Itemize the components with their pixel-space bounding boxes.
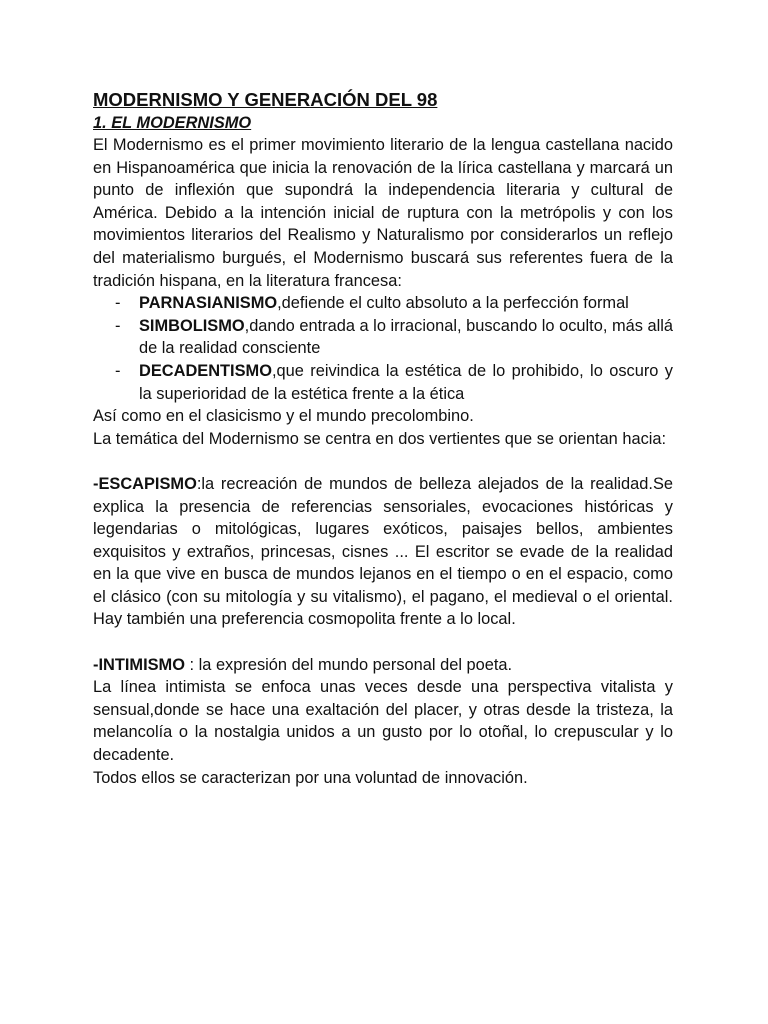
influence-term: DECADENTISMO <box>139 361 272 380</box>
list-item <box>93 292 673 315</box>
themes-intro: La temática del Modernismo se centra en dos vertientes que se orientan hacia: <box>93 429 667 448</box>
influence-text: ,que reivindica la estética de lo prohibido, lo oscuro y la superioridad de la estética frente a la ética <box>139 361 673 403</box>
intimismo-text: : la expresión del mundo personal del poeta. <box>184 655 513 674</box>
intimismo-term: -INTIMISMO <box>93 655 185 674</box>
influence-text: ,defiende el culto absoluto a la perfección formal <box>277 294 629 313</box>
escapismo-paragraph <box>93 473 673 631</box>
also-line: Así como en el clasicismo y el mundo precolombino. <box>93 407 474 426</box>
closing-line: Todos ellos se caracterizan por una voluntad de innovación. <box>93 768 528 787</box>
escapismo-term: -ESCAPISMO <box>93 474 197 493</box>
list-dash: - <box>115 316 121 335</box>
list-item <box>93 360 673 405</box>
influence-text: ,dando entrada a lo irracional, buscando lo oculto, más allá de la realidad consciente <box>139 316 673 358</box>
document-page <box>93 88 673 789</box>
section-heading: 1. EL MODERNISMO <box>93 114 252 132</box>
blank-line <box>93 450 673 473</box>
intimismo-detail: La línea intimista se enfoca unas veces desde una perspectiva vitalista y sensual,donde se hace una exaltación del placer, y otras desde la tristeza, la melancolía o la nostalgia unidos a un gusto por lo otoñal, lo crepuscular y lo decadente. <box>93 678 673 765</box>
escapismo-text: :la recreación de mundos de belleza alejados de la realidad.Se explica la presencia de referencias sensoriales, evocaciones históricas y legendarias o mitológicas, lugares exóticos, paisajes bellos, ambientes exquisitos y extraños, princesas, cisnes ... El escritor se evade de la realidad en la que vive en busca de mundos lejanos en el tiempo o en el espacio, como el clásico (con su mitología y su vitalismo), el pagano, el medieval o el oriental. Hay también una preferencia cosmopolita frente a lo local. <box>93 474 673 629</box>
list-dash: - <box>115 294 121 313</box>
intimismo-paragraph <box>93 654 673 677</box>
list-item <box>93 315 673 360</box>
influence-term: SIMBOLISMO <box>139 316 245 335</box>
influence-term: PARNASIANISMO <box>139 294 278 313</box>
document-title: MODERNISMO Y GENERACIÓN DEL 98 <box>93 89 438 110</box>
intro-paragraph: El Modernismo es el primer movimiento literario de la lengua castellana nacido en Hispanoamérica que inicia la renovación de la lírica castellana y marcará un punto de inflexión que supondrá la independencia literaria y cultural de América. Debido a la intención inicial de ruptura con la metrópolis y con los movimientos literarios del Realismo y Naturalismo por considerarlos un reflejo del materialismo burgués, el Modernismo buscará sus referentes fuera de la tradición hispana, en la literatura francesa: <box>93 136 673 290</box>
influences-list <box>93 292 673 405</box>
blank-line <box>93 631 673 654</box>
list-dash: - <box>115 361 121 380</box>
